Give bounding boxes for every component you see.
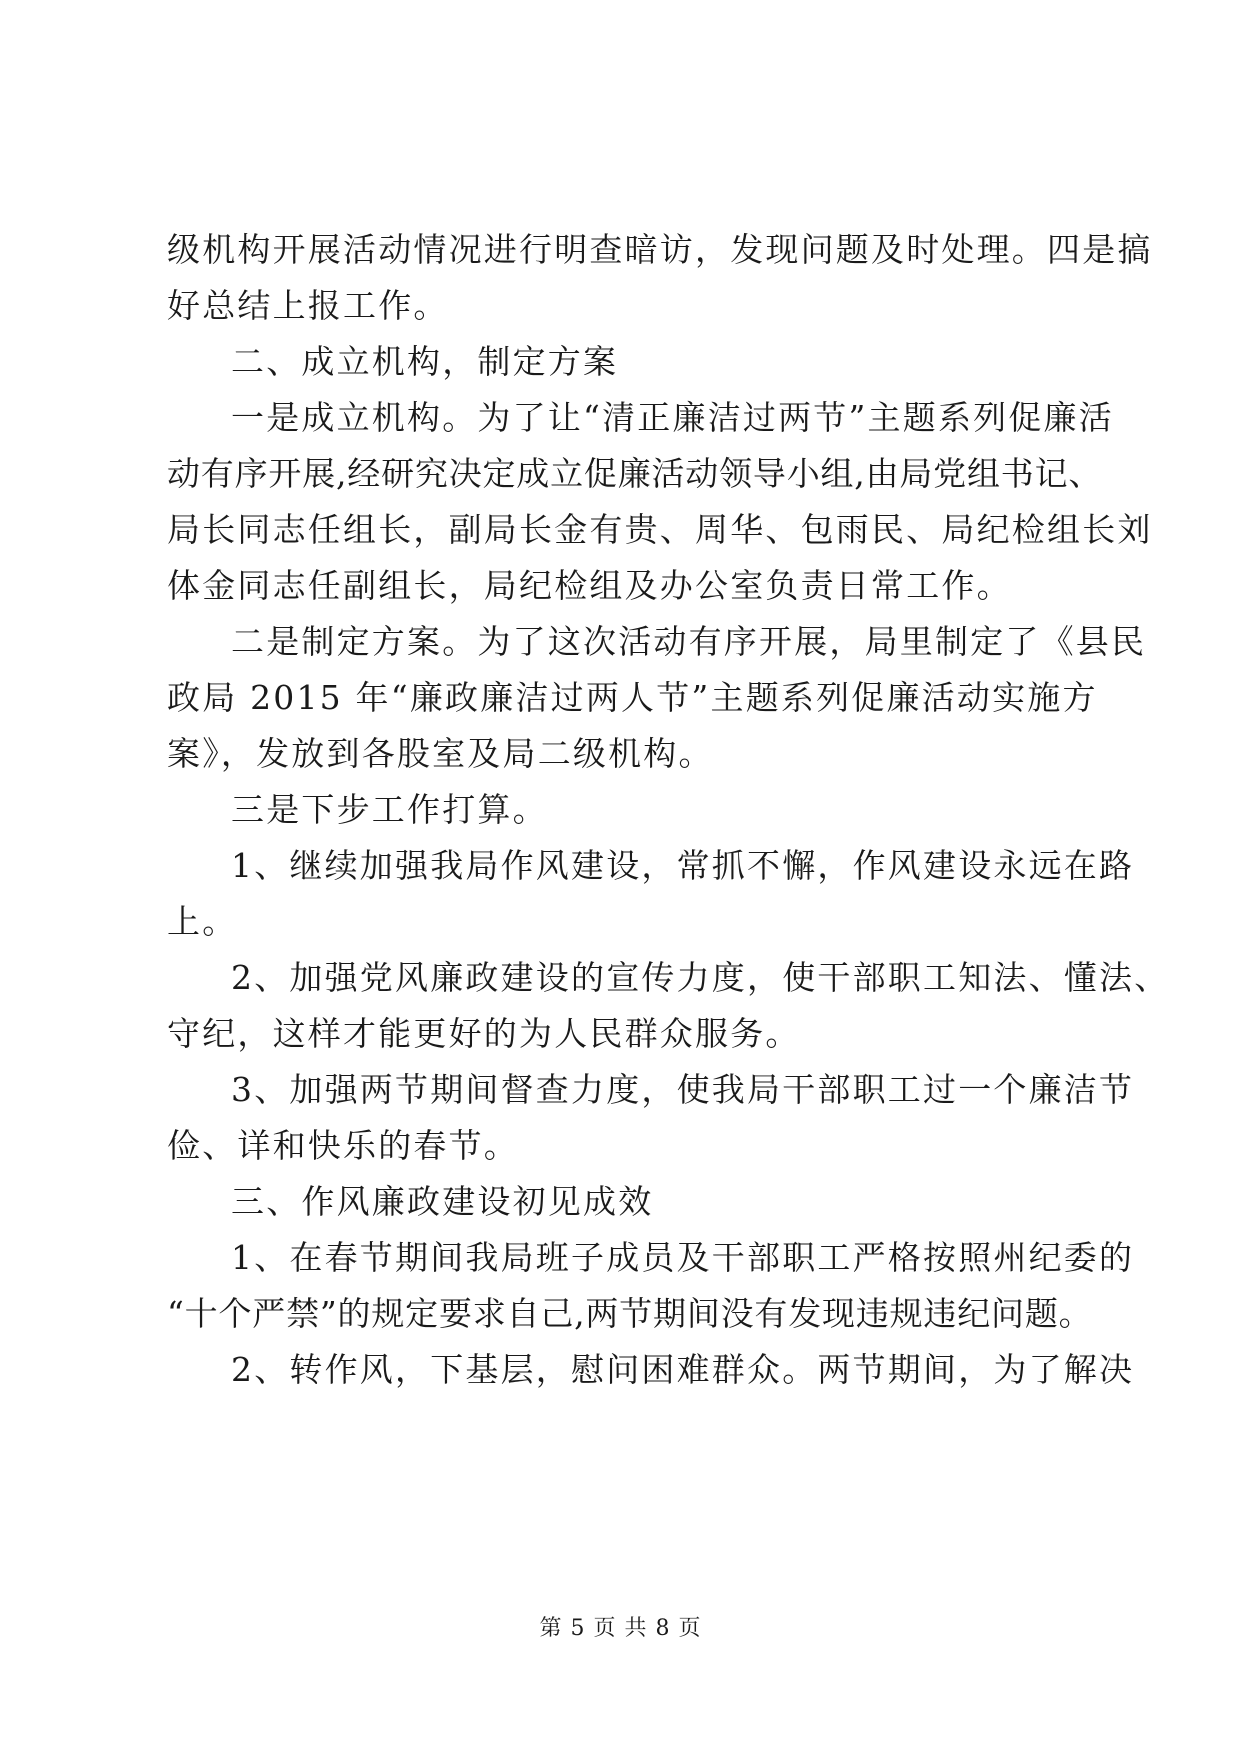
text-line: 三是下步工作打算。 <box>231 790 548 829</box>
text-line: 3、加强两节期间督查力度，使我局干部职工过一个廉洁节 <box>231 1070 1135 1109</box>
section-heading: 二、成立机构，制定方案 <box>231 342 619 381</box>
text-line: 2、加强党风廉政建设的宣传力度，使干部职工知法、懂法、 <box>231 958 1170 997</box>
text-line: 动有序开展,经研究决定成立促廉活动领导小组,由局党组书记、 <box>167 454 1103 493</box>
page-number-footer: 第 5 页 共 8 页 <box>539 1616 702 1641</box>
text-line: 2、转作风，下基层，慰问困难群众。两节期间，为了解决 <box>231 1350 1135 1389</box>
text-line: “十个严禁”的规定要求自己,两节期间没有发现违规违纪问题。 <box>167 1294 1093 1333</box>
text-line: 级机构开展活动情况进行明查暗访，发现问题及时处理。四是搞 <box>167 230 1153 269</box>
text-line: 上。 <box>167 902 238 941</box>
text-line: 1、在春节期间我局班子成员及干部职工严格按照州纪委的 <box>231 1238 1135 1277</box>
text-line: 政局 2015 年“廉政廉洁过两人节”主题系列促廉活动实施方 <box>167 678 1098 717</box>
text-line: 局长同志任组长，副局长金有贵、周华、包雨民、局纪检组长刘 <box>167 510 1153 549</box>
text-line: 俭、详和快乐的春节。 <box>167 1126 519 1165</box>
text-line: 案》，发放到各股室及局二级机构。 <box>167 734 714 773</box>
text-line: 二是制定方案。为了这次活动有序开展，局里制定了《县民 <box>231 622 1147 661</box>
section-heading: 三、作风廉政建设初见成效 <box>231 1182 654 1221</box>
text-line: 1、继续加强我局作风建设，常抓不懈，作风建设永远在路 <box>231 846 1135 885</box>
text-line: 好总结上报工作。 <box>167 286 449 325</box>
text-line: 守纪，这样才能更好的为人民群众服务。 <box>167 1014 801 1053</box>
text-line: 体金同志任副组长，局纪检组及办公室负责日常工作。 <box>167 566 1012 605</box>
text-line: 一是成立机构。为了让“清正廉洁过两节”主题系列促廉活 <box>231 398 1114 437</box>
